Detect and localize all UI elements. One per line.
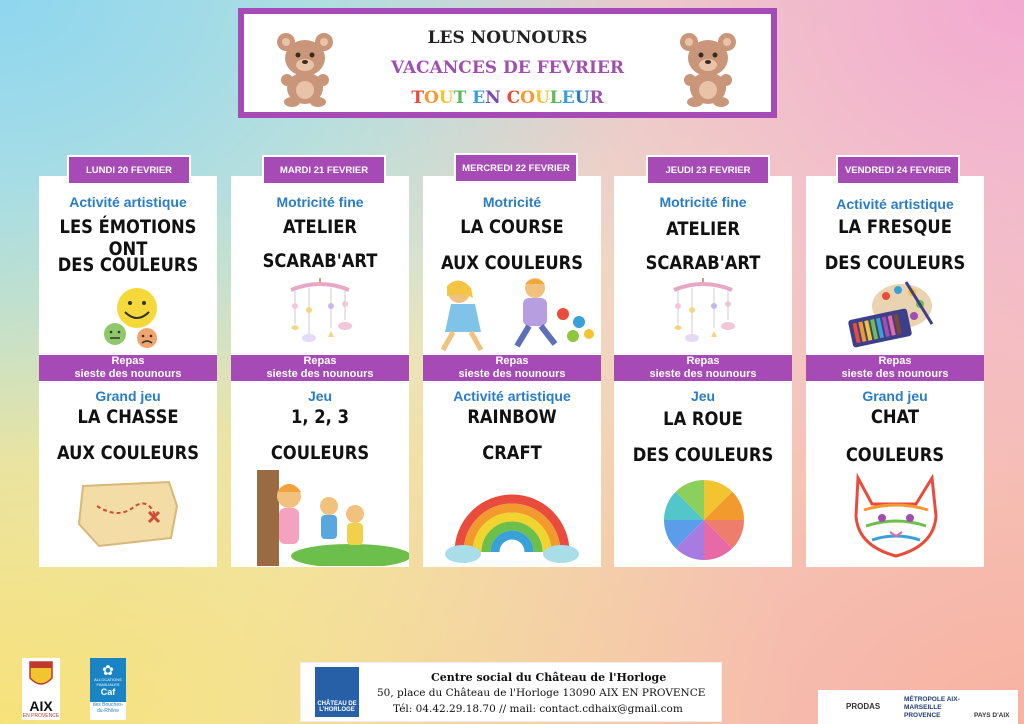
afternoon-title-line-2: AUX COULEURS [56,442,200,464]
mobile-toy-icon [614,276,792,351]
meal-label: Repas [303,355,337,367]
chateau-logo [315,667,359,717]
treasure-map-icon [39,476,217,556]
morning-title-line-1: ATELIER [283,216,357,238]
afternoon-title-line-2: DES COULEURS [632,444,774,466]
title-letter: E [472,88,486,108]
morning-category: Motricité fine [659,194,747,210]
day-column-mercredi [423,176,601,567]
meal-band [614,355,792,381]
title-letter: C [506,88,521,108]
meal-label: Repas [686,355,720,367]
afternoon-title-line-1: 1, 2, 3 [291,406,349,428]
date-tab-vendredi: VENDREDI 24 FEVRIER [836,155,960,185]
teddy-bear-icon [675,30,741,108]
date-tab-mardi: MARDI 21 FEVRIER [262,155,386,185]
mobile-toy-icon [231,276,409,351]
chateau-logo-text: CHÂTEAU DE L'HORLOGE [317,701,357,713]
meal-label: Repas [111,355,145,367]
day-column-jeudi [614,176,792,567]
caf-logo [90,658,126,720]
emotion-faces-icon [39,284,217,352]
address: 50, place du Château de l'Horloge 13090 AIX EN PROVENCE [377,687,706,699]
date-tab-lundi: LUNDI 20 FEVRIER [67,155,191,185]
afternoon-title-line-1: RAINBOW [467,406,557,428]
aix-logo [22,658,60,720]
afternoon-category: Jeu [307,388,333,404]
morning-title-line-1: LA COURSE [460,216,564,238]
metropole-logo: MÉTROPOLE AIX-MARSEILLE PROVENCE [904,696,960,719]
paint-palette-icon [806,276,984,352]
afternoon-title-line-1: CHAT [870,406,920,428]
title-letter: O [423,88,439,108]
day-column-lundi [39,176,217,567]
caf-logo-top: ALLOCATIONS FAMILIALES [94,677,122,687]
date-tab-jeudi: JEUDI 23 FEVRIER [646,155,770,185]
title-letter: E [561,88,575,108]
title-banner [238,8,777,118]
title-letter: U [534,88,550,108]
morning-category: Activité artistique [836,196,954,212]
caf-flower-icon: ✿ [102,662,114,678]
morning-title-line-2: SCARAB'ART [645,252,761,274]
morning-title-line-1: LES ÉMOTIONS ONT [59,216,197,260]
title-letter: O [520,88,535,108]
day-column-mardi [231,176,409,567]
day-column-vendredi [806,176,984,567]
running-kids-illustration [423,274,601,354]
aix-logo-text: AIX [29,698,53,714]
caf-logo-subtext: des Bouches-du-Rhône [92,702,124,714]
afternoon-category: Grand jeu [95,388,161,404]
afternoon-title-line-1: LA ROUE [663,408,743,430]
nap-label: sieste des nounours [266,368,374,380]
meal-label: Repas [495,355,529,367]
rainbow-cat-icon [806,470,984,560]
nap-label: sieste des nounours [458,368,566,380]
morning-title-line-1: LA FRESQUE [838,216,952,238]
title-letter: T [453,88,467,108]
prodas-logo: PRODAS [846,702,881,711]
meal-band [806,355,984,381]
meal-label: Repas [878,355,912,367]
nap-label: sieste des nounours [841,368,949,380]
morning-category: Motricité [482,194,542,210]
title-letter: R [589,88,604,108]
afternoon-category: Jeu [690,388,716,404]
afternoon-title-line-2: COULEURS [845,444,945,466]
afternoon-title-line-1: LA CHASSE [77,406,179,428]
title-letter: N [485,88,501,108]
morning-title-line-2: DES COULEURS [57,254,199,276]
afternoon-category: Activité artistique [453,388,571,404]
afternoon-category: Grand jeu [862,388,928,404]
morning-title-line-2: SCARAB'ART [262,250,378,272]
title-letter: L [549,88,562,108]
rainbow-icon [423,476,601,566]
afternoon-title-line-2: COULEURS [270,442,370,464]
morning-title-line-2: DES COULEURS [824,252,966,274]
title-letter: U [574,88,590,108]
hide-and-seek-illustration [231,470,409,566]
partner-logos [818,690,1018,724]
coat-of-arms-icon [22,658,60,694]
morning-title-line-2: AUX COULEURS [440,252,584,274]
pays-aix-logo: PAYS D'AIX [974,712,1010,719]
afternoon-title-line-2: CRAFT [482,442,542,464]
morning-category: Activité artistique [69,194,187,210]
nap-label: sieste des nounours [74,368,182,380]
color-wheel-icon [614,478,792,562]
title-letter: U [438,88,454,108]
title-letter: T [411,88,424,108]
title-line-2: VACANCES DE FEVRIER [390,58,624,78]
nap-label: sieste des nounours [649,368,757,380]
morning-category: Motricité fine [276,194,364,210]
meal-band [39,355,217,381]
centre-name: Centre social du Château de l'Horloge [431,671,667,684]
morning-title-line-1: ATELIER [666,218,740,240]
contact-box [300,662,722,722]
meal-band [231,355,409,381]
contact-info: Tél: 04.42.29.18.70 // mail: contact.cdhaix@gmail.com [393,703,683,715]
aix-logo-subtext: EN PROVENCE [22,713,60,719]
caf-logo-text: Caf [100,687,116,697]
meal-band [423,355,601,381]
title-line-1: LES NOUNOURS [427,28,588,48]
date-tab-mercredi: MERCREDI 22 FEVRIER [454,153,578,183]
